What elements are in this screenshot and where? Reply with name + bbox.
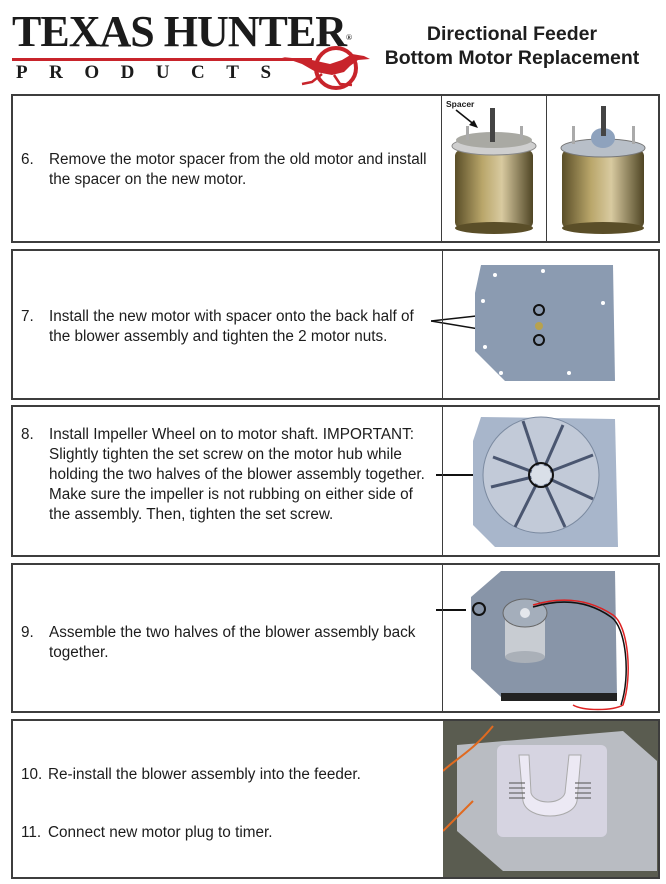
- document-title: [362, 22, 662, 70]
- step-9-image: [442, 565, 658, 711]
- step-6-image: [441, 96, 658, 241]
- step-number: 7.: [21, 308, 34, 325]
- spacer-arrow-icon: [454, 108, 484, 132]
- brand-name: TEXAS HUNTER®: [12, 7, 351, 56]
- step-7-panel: [11, 249, 660, 400]
- title-line-2: Bottom Motor Replacement: [384, 47, 640, 69]
- step-8-text: [21, 425, 433, 525]
- step-7-text: [21, 307, 433, 347]
- step-8-panel: [11, 405, 660, 557]
- step-instruction: Connect new motor plug to timer.: [48, 824, 273, 841]
- new-motor-photo: [548, 96, 658, 241]
- step-8-image: [442, 407, 658, 555]
- step-instruction: Install Impeller Wheel on to motor shaft. IMPORTANT: Slightly tighten the set screw on the motor hub while holding the two halves of the blower assembly together. Make sure the impeller is not rubbing on either side of the assembly. Then, tighten the set screw.: [49, 426, 425, 523]
- spacer-label: Spacer: [446, 99, 475, 109]
- logo-red-rule: [12, 58, 312, 61]
- step-number: 11.: [21, 824, 42, 841]
- step-9-panel: [11, 563, 660, 713]
- title-line-1: Directional Feeder: [426, 23, 598, 45]
- roadrunner-logo-icon: [282, 42, 372, 92]
- step-10-11-panel: [11, 719, 660, 879]
- texas-hunter-logo: [8, 6, 368, 86]
- step-instruction: Remove the motor spacer from the old motor and install the spacer on the new motor.: [49, 151, 427, 188]
- page-header: [0, 0, 666, 88]
- brand-sub: PRODUCTS: [16, 62, 293, 83]
- step-number: 6.: [21, 151, 34, 168]
- step-7-image: [442, 251, 658, 398]
- step-10-image: [443, 721, 658, 877]
- step-number: 8.: [21, 426, 34, 443]
- step-instruction: Assemble the two halves of the blower assembly back together.: [49, 624, 416, 661]
- step-instruction: Install the new motor with spacer onto the back half of the blower assembly and tighten the 2 motor nuts.: [49, 308, 414, 345]
- step-number: 10.: [21, 766, 43, 783]
- step-11-text: [21, 823, 433, 843]
- old-motor-photo: [442, 96, 546, 241]
- step-number: 9.: [21, 624, 34, 641]
- step-6-text: [21, 150, 436, 190]
- step-10-text: [21, 765, 433, 785]
- step-9-text: [21, 623, 433, 663]
- step-instruction: Re-install the blower assembly into the feeder.: [48, 766, 361, 783]
- step-6-panel: [11, 94, 660, 243]
